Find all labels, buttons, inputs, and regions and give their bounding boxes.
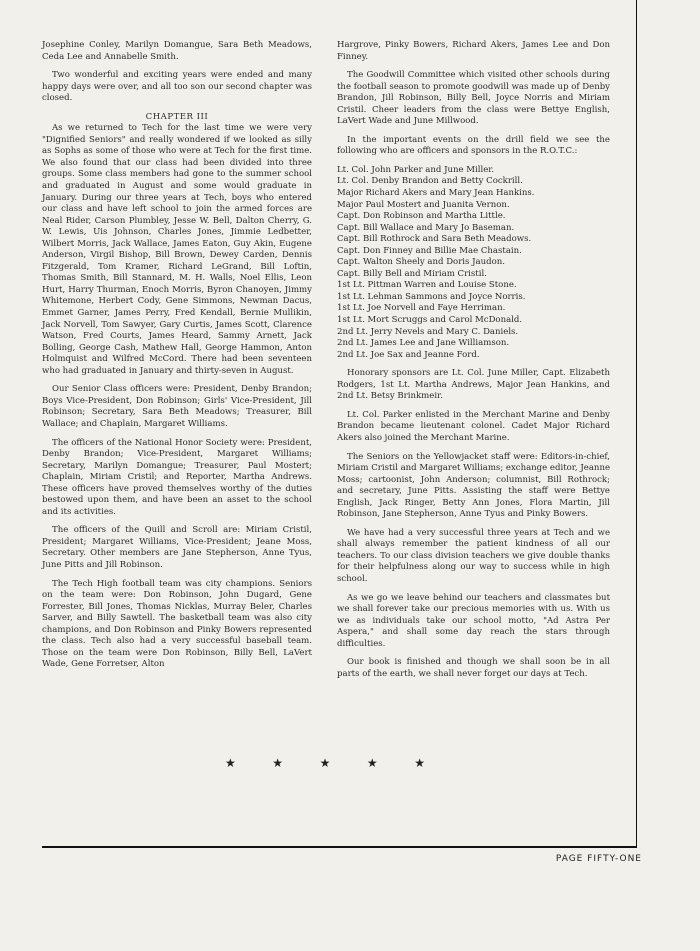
paragraph: Honorary sponsors are Lt. Col. June Miller, Capt. Elizabeth Rodgers, 1st Lt. Martha Andrews, Major Jean Hankins, and 2nd Lt. Betsy Brinkmeir. <box>337 368 610 402</box>
left-column <box>42 40 312 678</box>
list-item: 2nd Lt. Joe Sax and Jeanne Ford. <box>337 349 480 360</box>
list-item: Major Richard Akers and Mary Jean Hankins. <box>337 188 535 199</box>
list-item: Capt. Bill Rothrock and Sara Beth Meadows. <box>337 234 532 245</box>
star-icon: ★ <box>225 756 236 770</box>
star-icon: ★ <box>414 756 425 770</box>
page-number: PAGE FIFTY-ONE <box>555 854 642 864</box>
list-item: Lt. Col. Denby Brandon and Betty Cockrill. <box>337 176 523 187</box>
star-icon: ★ <box>366 756 378 770</box>
list-item: Capt. Bill Wallace and Mary Jo Baseman. <box>337 222 515 233</box>
paragraph: Lt. Col. Parker enlisted in the Merchant Marine and Denby Brandon became lieutenant colonel. Cadet Major Richard Akers also joined the Merchant Marine. <box>337 409 610 443</box>
paragraph: As we go we leave behind our teachers and classmates but we shall forever take our precious memories with us. With us we as individuals take our school motto, "Ad Astra Per Aspera," and shall some day reach the stars through difficulties. <box>337 592 610 649</box>
paragraph: In the important events on the drill field we see the following who are officers and sponsors in the R.O.T.C.: <box>337 134 610 157</box>
paragraph: We have had a very successful three years at Tech and we shall always remember the patient kindness of all our teachers. To our class division teachers we give double thanks for their helpfulness along our way to success while in high school. <box>337 527 610 584</box>
paragraph: The Seniors on the Yellowjacket staff were: Editors-in-chief, Miriam Cristil and Margaret Williams; exchange editor, Jeanne Moss; cartoonist, John Anderson; columnist, Bill Rothrock; and secretary, June Pitts. Assisting the staff were Bettye English, Jack Ringer, Betty Ann Jones, Flora Martin, Jill Robinson, Jane Stepherson, Anne Tyus and Pinky Bowers. <box>337 451 611 520</box>
star-divider <box>225 756 425 770</box>
chapter-heading: CHAPTER III <box>145 111 209 122</box>
list-item: Major Paul Mostert and Juanita Vernon. <box>337 199 510 210</box>
star-icon: ★ <box>272 756 284 770</box>
footer-rule <box>42 846 637 848</box>
list-item: 1st Lt. Pittman Warren and Louise Stone. <box>337 280 517 291</box>
list-item: 1st Lt. Mort Scruggs and Carol McDonald. <box>337 315 523 326</box>
list-item: Capt. Billy Bell and Miriam Cristil. <box>337 268 487 279</box>
paragraph: Two wonderful and exciting years were ended and many happy days were over, and all too son our second chapter was closed. <box>42 70 312 104</box>
list-item: 1st Lt. Lehman Sammons and Joyce Norris. <box>337 291 526 302</box>
list-item: Capt. Walton Sheely and Doris Jaudon. <box>337 257 505 268</box>
rotc-officer-list <box>337 165 610 361</box>
paragraph: The officers of the National Honor Society were: President, Denby Brandon; Vice-President, Margaret Williams; Secretary, Marilyn Domangue; Treasurer, Paul Mostert; Chaplain, Miriam Cristil; and Reporter, Martha Andrews. These officers have proved themselves worthy of the duties bestowed upon them, and have been an asset to the school and its activities. <box>42 437 312 517</box>
paragraph: Josephine Conley, Marilyn Domangue, Sara Beth Meadows, Ceda Lee and Annabelle Smith. <box>42 40 312 62</box>
paragraph: Our book is finished and though we shall soon be in all parts of the earth, we shall never forget our days at Tech. <box>337 657 610 679</box>
paragraph: The officers of the Quill and Scroll are: Miriam Cristil, President; Margaret Williams, Vice-President; Jeane Moss, Secretary. Other members are Jane Stepherson, Anne Tyus, June Pitts and Jill Robinson. <box>42 525 312 570</box>
list-item: Capt. Don Robinson and Martha Little. <box>337 211 506 222</box>
right-column <box>337 40 610 687</box>
star-icon: ★ <box>319 756 331 770</box>
list-item: Lt. Col. John Parker and June Miller. <box>337 164 495 175</box>
list-item: 2nd Lt. James Lee and Jane Williamson. <box>337 338 510 349</box>
list-item: 2nd Lt. Jerry Nevels and Mary C. Daniels. <box>337 326 519 337</box>
paragraph: As we returned to Tech for the last time we were very "Dignified Seniors" and really wondered if we looked as silly as Sophs as some of those who were at Tech for the first time. We also found that our class had been divided into three groups. Some class members had gone to the summer school and graduated in August and some would graduate in January. During our three years at Tech, boys who entered our class and have left school to join the armed forces are Neal Rider, Carson Plumbley, Jesse W. Bell, Dalton Cherry, G. W. Lewis, Uis Johnson, Charles Jones, Jimmie Ledbetter, Wilbert Morris, Jack Wallace, James Eaton, Guy Akin, Eugene Anderson, Virgil Bishop, Bill Brown, Dewey Carden, Dennis Fitzgerald, Tom Kramer, Richard LeGrand, Bill Loftin, Thomas Smith, Bill Stannard, M. H. Walls, Noel Ellis, Leon Hurt, Harry Thurman, Enoch Morris, Byron Chanoyen, Jimmy Whitemone, Herbert Cody, Gene Simmons, Newman Dacus, Emmet Garner, James Perry, Fred Kendall, Bernie Mullikin, Jack Norvell, Tom Sawyer, Gary Curtis, James Scott, Clarence Watson, Fred Courts, James Heard, Sammy Arnett, Jack Bolling, George Cash, Mathew Hall, George Hammon, Anton Holmquist and Wilfred McCord. There had been seventeen who had graduated in January and thirty-seven in August. <box>42 123 312 376</box>
right-margin-rule <box>636 0 637 848</box>
paragraph: Our Senior Class officers were: President, Denby Brandon; Boys Vice-President, Don Robinson; Girls' Vice-President, Jill Robinson; Secretary, Sara Beth Meadows; Treasurer, Bill Wallace; and Chaplain, Margaret Williams. <box>42 384 312 429</box>
list-item: Capt. Don Finney and Billie Mae Chastain. <box>337 245 522 256</box>
list-item: 1st Lt. Joe Norvell and Faye Herriman. <box>337 303 506 314</box>
paragraph: The Goodwill Committee which visited other schools during the football season to promote goodwill was made up of Denby Brandon, Jill Robinson, Billy Bell, Joyce Norris and Miriam Cristil. Cheer leaders from the class were Bettye English, LaVert Wade and June Millwood. <box>337 70 610 127</box>
paragraph: The Tech High football team was city champions. Seniors on the team were: Don Robinson, John Dugard, Gene Forrester, Bill Jones, Thomas Nicklas, Murray Beler, Charles Sarver, and Billy Sawtell. The basketball team was also city champions, and Don Robinson and Pinky Bowers represented the class. Tech also had a very successful baseball team. Those on the team were Don Robinson, Billy Bell, LaVert Wade, Gene Forretser, Alton <box>42 578 312 670</box>
paragraph: Hargrove, Pinky Bowers, Richard Akers, James Lee and Don Finney. <box>337 40 610 62</box>
